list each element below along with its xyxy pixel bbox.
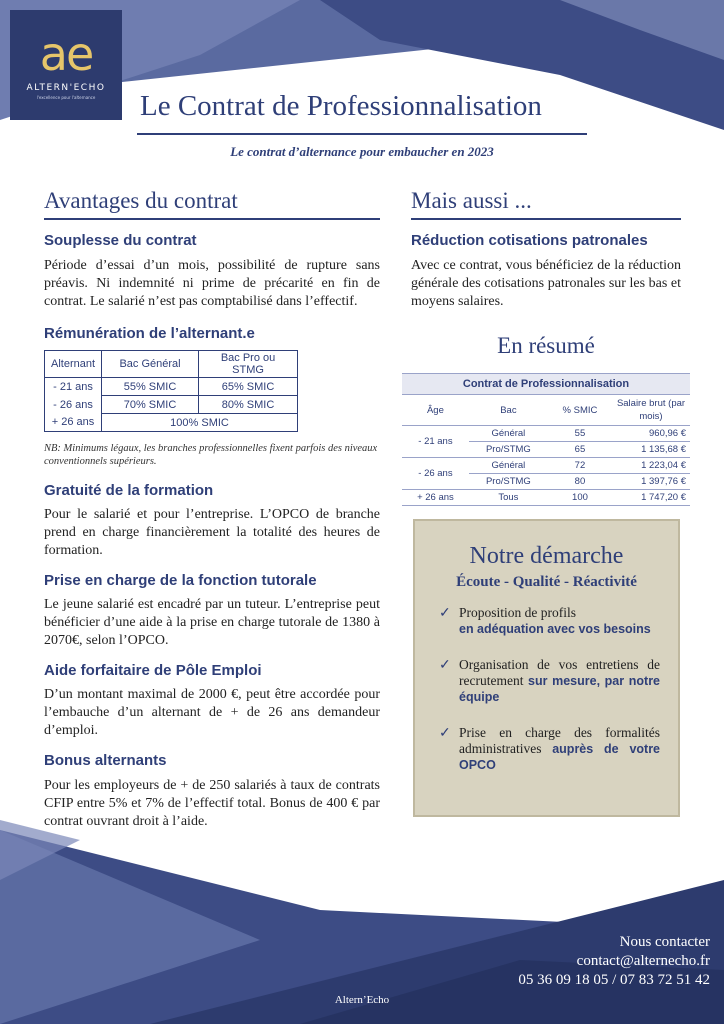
table-title-row bbox=[402, 374, 690, 395]
table-cell: + 26 ans bbox=[45, 414, 102, 432]
table-cell: 55% SMIC bbox=[102, 378, 199, 396]
reduction-title: Réduction cotisations patronales bbox=[411, 232, 648, 249]
table-row bbox=[402, 458, 690, 474]
resume-table-title: Contrat de Professionnalisation bbox=[402, 374, 690, 395]
remuneration-title: Rémunération de l’alternant.e bbox=[44, 325, 255, 342]
table-cell: - 21 ans bbox=[402, 426, 469, 458]
logo-tagline: l'excellence pour l'alternance bbox=[36, 94, 96, 100]
table-header-cell: % SMIC bbox=[548, 395, 612, 426]
demarche-item-highlight: auprès de votre OPCO bbox=[459, 742, 661, 772]
table-cell: 1 223,04 € bbox=[612, 458, 690, 474]
table-row bbox=[402, 426, 690, 442]
table-cell: 960,96 € bbox=[612, 426, 690, 442]
table-cell: 1 747,20 € bbox=[612, 490, 690, 506]
aide-text: D’un montant maximal de 2000 €, peut être accordée pour l’embauche d’un alternant de + de 26 ans demandeur d’emploi. bbox=[44, 687, 380, 738]
list-item bbox=[439, 725, 660, 773]
table-cell: 65 bbox=[548, 442, 612, 458]
section-heading-avantages: Avantages du contrat bbox=[44, 188, 380, 220]
souplesse-title: Souplesse du contrat bbox=[44, 232, 197, 249]
resume-heading: En résumé bbox=[497, 333, 595, 358]
page-subtitle: Le contrat d’alternance pour embaucher en 2023 bbox=[230, 144, 494, 159]
table-row bbox=[402, 490, 690, 506]
table-cell: - 26 ans bbox=[402, 458, 469, 490]
table-cell: 70% SMIC bbox=[102, 396, 199, 414]
contact-block bbox=[518, 933, 710, 990]
logo-mark: ae bbox=[39, 26, 93, 81]
logo-name: ALTERN'ECHO bbox=[26, 82, 106, 93]
resume-table bbox=[402, 373, 690, 506]
demarche-box bbox=[413, 519, 680, 817]
table-cell: 100 bbox=[548, 490, 612, 506]
table-header-cell: Âge bbox=[402, 395, 469, 426]
table-header-row bbox=[402, 395, 690, 426]
demarche-motto: Écoute - Qualité - Réactivité bbox=[456, 574, 637, 590]
demarche-item-text: Prise en charge des formalités administratives bbox=[459, 725, 660, 756]
remuneration-note: NB: Minimums légaux, les branches professionnelles fixent parfois des niveaux conventionnels supérieurs. bbox=[44, 443, 378, 467]
list-item bbox=[439, 657, 660, 705]
demarche-item-highlight: sur mesure, par notre équipe bbox=[459, 674, 661, 704]
checkmark-icon: ✓ bbox=[439, 726, 451, 741]
title-divider bbox=[137, 133, 587, 135]
table-cell: Tous bbox=[469, 490, 548, 506]
table-cell: Pro/STMG bbox=[469, 474, 548, 490]
souplesse-text: Période d’essai d’un mois, possibilité de rupture sans préavis. Ni indemnité ni prime de précarité en fin de contrat. Le salarié n’est pas comptabilisé dans l’effectif. bbox=[44, 258, 380, 309]
bonus-text: Pour les employeurs de + de 250 salariés à taux de contrats CFIP entre 5% et 7% de l’effectif total. Bonus de 400 € par contrat ouvrant droit à l’aide. bbox=[44, 778, 380, 829]
table-header-row bbox=[45, 351, 298, 378]
reduction-text: Avec ce contrat, vous bénéficiez de la réduction générale des cotisations patronales sur les bas et moyens salaires. bbox=[411, 258, 681, 309]
table-header-cell: Salaire brut (par mois) bbox=[612, 395, 690, 426]
tutorale-text: Le jeune salarié est encadré par un tuteur. L’entreprise peut bénéficier d’une aide à la prise en charge tutorale de 1380 à 2070€, selon l’OPCO. bbox=[44, 597, 380, 648]
table-header-cell: Bac Pro ou STMG bbox=[199, 351, 298, 378]
left-column bbox=[44, 188, 380, 831]
bonus-title: Bonus alternants bbox=[44, 752, 167, 769]
table-cell: 65% SMIC bbox=[199, 378, 298, 396]
table-header-cell: Bac bbox=[469, 395, 548, 426]
demarche-title: Notre démarche bbox=[469, 543, 624, 569]
aide-title: Aide forfaitaire de Pôle Emploi bbox=[44, 662, 262, 679]
table-cell: Général bbox=[469, 426, 548, 442]
tutorale-title: Prise en charge de la fonction tutorale bbox=[44, 572, 317, 589]
page-title: Le Contrat de Professionnalisation bbox=[140, 90, 542, 122]
contact-phones: 05 36 09 18 05 / 07 83 72 51 42 bbox=[518, 972, 710, 988]
brand-logo bbox=[10, 10, 122, 120]
right-column bbox=[411, 188, 681, 359]
table-row bbox=[45, 396, 298, 414]
table-header-cell: Alternant bbox=[45, 351, 102, 378]
remuneration-table bbox=[44, 350, 298, 432]
table-cell: 55 bbox=[548, 426, 612, 442]
contact-email-link[interactable]: contact@alternecho.fr bbox=[576, 953, 710, 969]
contact-label: Nous contacter bbox=[619, 934, 710, 950]
table-cell: + 26 ans bbox=[402, 490, 469, 506]
table-cell: 1 397,76 € bbox=[612, 474, 690, 490]
demarche-item-highlight: en adéquation avec vos besoins bbox=[459, 622, 651, 636]
table-cell: - 21 ans bbox=[45, 378, 102, 396]
table-cell: 80 bbox=[548, 474, 612, 490]
table-cell: - 26 ans bbox=[45, 396, 102, 414]
checkmark-icon: ✓ bbox=[439, 606, 451, 621]
table-row bbox=[45, 414, 298, 432]
section-heading-mais-aussi: Mais aussi ... bbox=[411, 188, 681, 220]
gratuite-text: Pour le salarié et pour l’entreprise. L’OPCO de branche prend en charge financièrement la totalité des heures de formation. bbox=[44, 507, 380, 558]
table-cell: 100% SMIC bbox=[102, 414, 298, 432]
footer-brand: Altern’Echo bbox=[334, 994, 390, 1006]
table-cell: 80% SMIC bbox=[199, 396, 298, 414]
table-cell: 1 135,68 € bbox=[612, 442, 690, 458]
table-cell: 72 bbox=[548, 458, 612, 474]
demarche-item-text: Organisation de vos entretiens de recrutement bbox=[459, 657, 660, 688]
list-item bbox=[439, 605, 660, 637]
demarche-item-text: Proposition de profils bbox=[459, 605, 576, 620]
table-cell: Pro/STMG bbox=[469, 442, 548, 458]
table-header-cell: Bac Général bbox=[102, 351, 199, 378]
table-row bbox=[45, 378, 298, 396]
gratuite-title: Gratuité de la formation bbox=[44, 482, 214, 499]
table-cell: Général bbox=[469, 458, 548, 474]
checkmark-icon: ✓ bbox=[439, 658, 451, 673]
